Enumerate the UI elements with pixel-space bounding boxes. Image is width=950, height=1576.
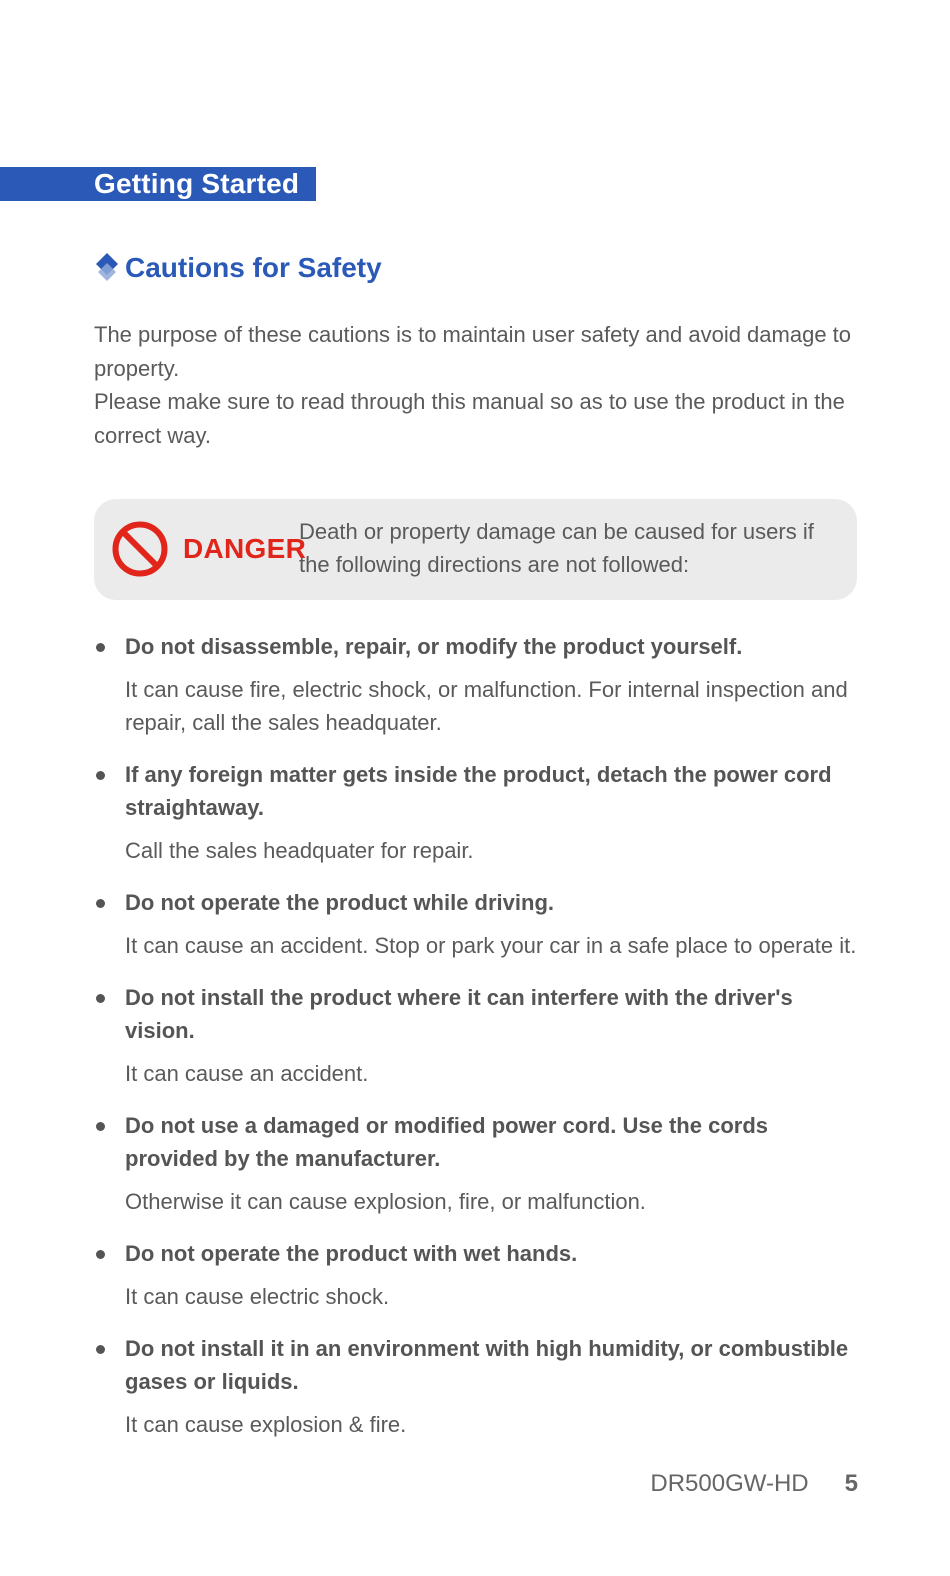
list-item xyxy=(94,1237,858,1313)
danger-text: Death or property damage can be caused for users if the following directions are not followed: xyxy=(299,519,814,577)
danger-notice xyxy=(94,499,857,600)
page-title: Cautions for Safety xyxy=(125,252,382,283)
caution-title: Do not install it in an environment with high humidity, or combustible gases or liquids. xyxy=(125,1336,849,1394)
model-name: DR500GW-HD xyxy=(650,1470,809,1497)
page-heading xyxy=(94,250,382,286)
bullet-icon xyxy=(96,1345,105,1354)
list-item xyxy=(94,630,858,739)
bullet-icon xyxy=(96,1122,105,1131)
caution-title: Do not operate the product with wet hands. xyxy=(125,1241,578,1266)
page-number: 5 xyxy=(844,1470,858,1497)
caution-title: Do not disassemble, repair, or modify the product yourself. xyxy=(125,634,743,659)
page-footer xyxy=(650,1470,858,1498)
bullet-icon xyxy=(96,1250,105,1259)
list-item xyxy=(94,758,858,867)
prohibition-icon xyxy=(110,519,170,579)
section-banner xyxy=(0,167,316,201)
caution-description: It can cause an accident. xyxy=(125,1061,369,1086)
caution-description: It can cause an accident. Stop or park your car in a safe place to operate it. xyxy=(125,933,857,958)
bullet-icon xyxy=(96,994,105,1003)
section-title: Getting Started xyxy=(94,168,300,199)
intro-paragraph: The purpose of these cautions is to maintain user safety and avoid damage to property. xyxy=(94,322,852,381)
list-item xyxy=(94,1109,858,1218)
caution-description: Call the sales headquater for repair. xyxy=(125,838,474,863)
list-item xyxy=(94,1332,858,1441)
list-item xyxy=(94,981,858,1090)
caution-description: It can cause fire, electric shock, or malfunction. For internal inspection and repair, call the sales headquater. xyxy=(125,677,848,735)
intro-text xyxy=(94,318,858,452)
danger-label: DANGER xyxy=(183,533,307,564)
diamond-bullet-icon xyxy=(94,251,120,285)
caution-title: Do not install the product where it can interfere with the driver's vision. xyxy=(125,985,793,1043)
caution-description: Otherwise it can cause explosion, fire, or malfunction. xyxy=(125,1189,646,1214)
caution-description: It can cause electric shock. xyxy=(125,1284,390,1309)
caution-description: It can cause explosion & fire. xyxy=(125,1412,407,1437)
bullet-icon xyxy=(96,771,105,780)
caution-title: If any foreign matter gets inside the product, detach the power cord straightaway. xyxy=(125,762,832,820)
caution-list xyxy=(94,630,858,1460)
bullet-icon xyxy=(96,643,105,652)
intro-paragraph: Please make sure to read through this manual so as to use the product in the correct way. xyxy=(94,389,845,448)
caution-title: Do not use a damaged or modified power cord. Use the cords provided by the manufacturer. xyxy=(125,1113,768,1171)
bullet-icon xyxy=(96,899,105,908)
caution-title: Do not operate the product while driving. xyxy=(125,890,555,915)
list-item xyxy=(94,886,858,962)
